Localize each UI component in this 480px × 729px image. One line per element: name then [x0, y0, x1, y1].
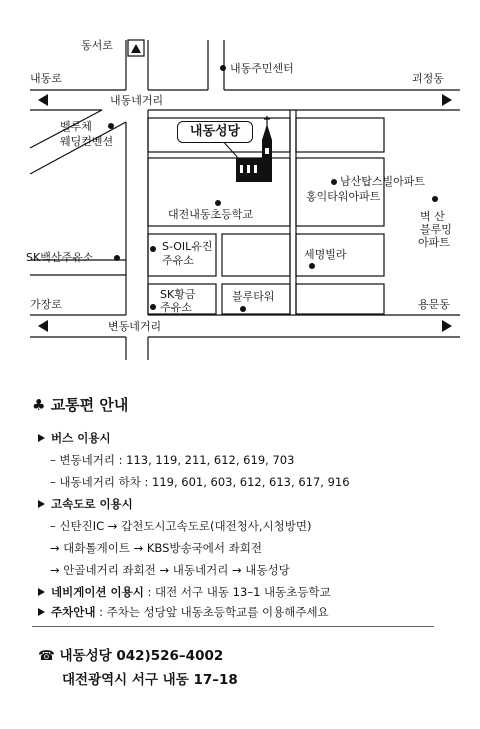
- contact-line1: [38, 644, 223, 664]
- community-center-label: 내동주민센터: [230, 62, 294, 75]
- triangle-bullet-icon: [38, 608, 45, 616]
- bus-line1: – 변동네거리 : 113, 119, 211, 612, 619, 703: [50, 453, 295, 467]
- bus-heading: 버스 이용시: [38, 430, 111, 446]
- byeondong-intersection-label: 변동네거리: [108, 320, 162, 333]
- highway-heading: 고속도로 이용시: [38, 496, 133, 512]
- navigation-row: 네비게이션 이용시 : 대전 서구 내동 13–1 내동초등학교: [38, 584, 331, 600]
- sk-baeksan-label: SK백산주유소: [26, 251, 94, 264]
- byeoksan-label-line2: 블루밍: [420, 223, 452, 236]
- wedding-label: 웨딩컨벤션: [60, 135, 114, 148]
- triangle-bullet-icon: [38, 434, 45, 442]
- byeoksan-label-line1: 벽 산: [420, 210, 445, 223]
- triangle-bullet-icon: [38, 500, 45, 508]
- triangle-bullet-icon: [38, 588, 45, 596]
- bus-line2: – 내동네거리 하차 : 119, 601, 603, 612, 613, 617, 916: [50, 475, 350, 489]
- skhwang-label-line2: 주유소: [160, 301, 192, 314]
- soil-label-line2: 주유소: [162, 254, 194, 267]
- skhwang-marker: [150, 304, 156, 310]
- hongik-label: 홍익타워아파트: [306, 190, 381, 203]
- soil-marker: [150, 246, 156, 252]
- parking-row: 주차안내 : 주차는 성당앞 내동초등학교를 이용해주세요: [38, 604, 329, 620]
- bellruche-label: 벨루체: [60, 120, 92, 133]
- semyeong-label: 세명빌라: [304, 248, 347, 261]
- directions-panel: [0, 380, 480, 729]
- community-center-marker: [220, 65, 226, 71]
- yongmundong-label: 용문동: [418, 298, 450, 311]
- naedong-intersection-label: 내동네거리: [110, 94, 164, 107]
- byeoksan-label-line3: 아파트: [418, 236, 450, 249]
- sk-baeksan-marker: [114, 255, 120, 261]
- byeoksan-marker: [432, 196, 438, 202]
- divider: [32, 626, 434, 627]
- phone-icon: ☎: [38, 648, 55, 664]
- contact-address: 대전광역시 서구 내동 17–18: [62, 672, 238, 688]
- directions-title-text: 교통편 안내: [50, 396, 129, 414]
- highway-line2: → 대화톨게이트 → KBS방송국에서 좌회전: [50, 541, 262, 555]
- bluetower-marker: [240, 306, 246, 312]
- bellruche-marker: [108, 123, 114, 129]
- school-label: 대전내동초등학교: [168, 208, 254, 221]
- skhwang-label-line1: SK황금: [160, 288, 196, 301]
- namsan-label: 남산탑스빌아파트: [340, 175, 426, 188]
- semyeong-marker: [309, 263, 315, 269]
- church-name-box: 내동성당: [177, 121, 253, 143]
- gajangro-label: 가장로: [30, 298, 62, 311]
- soil-label-line1: S-OIL유진: [162, 240, 213, 253]
- highway-line3: → 안골네거리 좌회전 → 내동네거리 → 내동성당: [50, 563, 290, 577]
- club-icon: ♣: [32, 396, 46, 414]
- gojeongdong-label: 괴정동: [412, 72, 444, 85]
- contact-phone: 내동성당 042)526–4002: [59, 648, 224, 664]
- naedongro-label: 내동로: [30, 72, 62, 85]
- highway-line1: – 신탄진IC → 갑천도시고속도로(대전청사,시청방면): [50, 519, 312, 533]
- dongseoro-label: 동서로: [81, 39, 113, 52]
- directions-title: [32, 394, 128, 415]
- school-marker: [215, 200, 221, 206]
- namsan-marker: [331, 179, 337, 185]
- bluetower-label: 블루타워: [232, 290, 275, 303]
